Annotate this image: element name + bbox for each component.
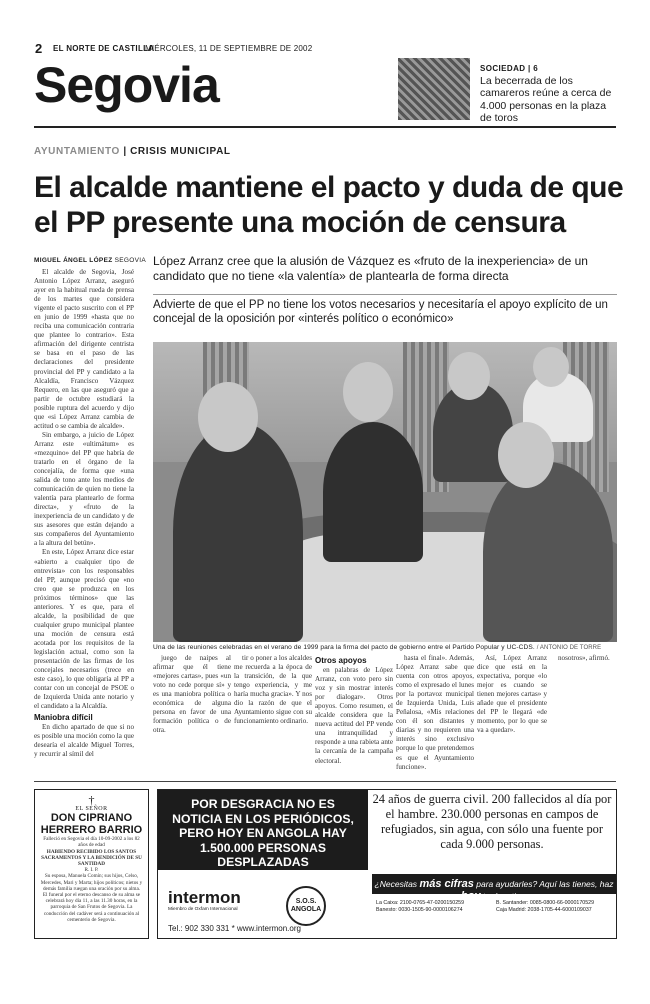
- byline-place: SEGOVIA: [114, 257, 146, 264]
- article-column-7: [550, 654, 618, 774]
- paragraph: hasta el final». Además, López Arranz sabe que cuenta con otros apoyos, como el expresado el lunes por la portavoz municipal de Izquierda Unida, Luis Peñalosa, «Mis relaciones con él son distantes y diarias y no requieren una interés sino exclusivo porque lo que pretendemos es que el Ayuntamiento funcione».: [396, 654, 474, 771]
- byline-author: MIGUEL ÁNGEL LÓPEZ: [34, 257, 113, 264]
- obituary-notice: [34, 789, 149, 939]
- obituary-text: El funeral por el eterno descanso de su alma se celebrará hoy día 11, a las 11.30 horas, en la parroquia de San Frutos de Segovia. La conducción del cadáver será a continuación al cementerio de Segovia.: [42, 892, 141, 923]
- section-title: Segovia: [34, 57, 219, 113]
- paragraph: Así, López Arranz dice que está en la expectativa, porque «lo mejor es cuando se tienen mejores cartas» y añade que el presidente del PP le llegará «de momento, por lo que se va a quedar».: [477, 654, 547, 735]
- kicker-subtopic: | CRISIS MUNICIPAL: [123, 146, 231, 157]
- logo-subtitle: Miembro de Oxfam Internacional: [168, 907, 238, 912]
- obituary-text: R. I. P.: [84, 867, 99, 874]
- paragraph: nosotros», afirmó.: [558, 654, 610, 662]
- ad-headline: POR DESGRACIA NO ES NOTICIA EN LOS PERIÓDICOS, PERO HOY EN ANGOLA HAY 1.500.000 PERSONAS DESPLAZADAS: [158, 790, 368, 870]
- footer-divider: [34, 781, 616, 782]
- article-column-6: [477, 654, 547, 774]
- cross-icon: †: [88, 793, 95, 807]
- sos-angola-badge: S.O.S. ANGOLA: [286, 886, 326, 926]
- article-subhead-secondary: Advierte de que el PP no tiene los votos necesarios y necesitaría el apoyo explícito de un concejal de la oposición por «interés político o económico»: [153, 294, 617, 327]
- banner-text: para ayudarles?: [476, 879, 538, 889]
- bank-account: Banesto: 0030-1505-90-0000106274: [376, 907, 463, 913]
- kicker-topic: AYUNTAMIENTO: [34, 146, 120, 157]
- banner-text: ¿Necesitas: [374, 879, 418, 889]
- article-photo: [153, 342, 617, 642]
- banner-text: Aquí las tienes, haz: [539, 879, 614, 889]
- obituary-text: Su esposa, Manuela Comín; sus hijos, Celso, Mercedes, Mari y Marta; hijos políticos; nietos y demás familia ruegan una oración por su alma.: [40, 873, 143, 892]
- obituary-title: EL SEÑOR: [75, 806, 108, 812]
- article-column-4: [315, 654, 393, 774]
- banner-text: hoy: [461, 890, 481, 902]
- ad-body: 24 años de guerra civil. 200 fallecidos al día por el hambre. 230.000 personas en campos de refugiados, sin agua, con sólo una fuente por cada 9.000 personas.: [372, 792, 612, 851]
- article-subhead: López Arranz cree que la alusión de Vázquez es «fruto de la inexperiencia» de un candidato que no tiene «la valentía» de plantearla de forma directa: [153, 254, 588, 283]
- bank-account: B. Santander: 0085-0800-66-0000170529: [496, 900, 595, 906]
- banner-text: más cifras: [419, 878, 474, 890]
- paragraph: Sin embargo, a juicio de López Arranz este «ultimátum» es «mezquino» del PP que habría de tratarlo en el órgano de la concejalía, de forma que «una salida de tono ante los medios de comunicación de quien no tiene la valentía para plantearlo de forma directa», y «fruto de la inexperiencia de un candidato y de sus asesores que están dejando a sus compañeros del Ayuntamiento a la altura del betún».: [34, 430, 134, 548]
- paragraph: En este, López Arranz dice estar «abierto a cualquier tipo de entrevista» con los responsables del PP, aunque precisó que «no creo que se produzca en los próximos términos» que las anteriores. Y es que, para el alcalde, la posibilidad de que cualquier grupo municipal plantee una moción de censura está acotada por los requisitos de la legislación actual, como son la presentación de las firmas de los concejales necesarios (trece en este caso), lo que obligaría al PP a contar con un concejal de PSOE o de Izquierda Unida ante notario y el candidato a la Alcaldía.: [34, 548, 134, 711]
- banner-text: tu donativo:: [482, 891, 527, 901]
- paragraph: juego de naipes al afirmar que él tiene «mejores cartas», pues «un voto no cede porque sí» y es una maniobra política o económica de alguna persona en favor de una formación política o de otra.: [153, 654, 231, 735]
- photo-caption: [153, 644, 617, 651]
- article-column-5: [396, 654, 474, 774]
- caption-text: Una de las reuniones celebradas en el verano de 1999 para la firma del pacto de gobierno entre el Partido Popular y UC-CDS.: [153, 644, 535, 651]
- header-divider: [34, 126, 616, 128]
- intertitle: Otros apoyos: [315, 656, 367, 665]
- paragraph: El alcalde de Segovia, José Antonio López Arranz, aseguró ayer en la habitual rueda de prensa de los martes que considera vigente el pacto suscrito con el PP en junio de 1999 «hasta que no reciba una comunicación contraria que plantee lo contrario». Esta afirmación del dirigente centrista se basa en el paso de las declaraciones del presidente provincial del PP y candidato a la Alcaldía, Francisco Vázquez Requero, en las que aseguró que a partir de octubre estudiará la posible ruptura del acuerdo y dijo que «si López Arranz cambia de actitud o se cambia de alcalde».: [34, 268, 134, 430]
- paragraph: tir o poner a los alcaldes me recuerda a la época de la transición, de la que tengo experiencia, y me haría mucha gracia». Y nos dio la razón de que el Ayuntamiento sigue con su funcionamiento ordinario.: [234, 654, 312, 726]
- newspaper-name: EL NORTE DE CASTILLA: [53, 44, 155, 53]
- teaser-section: SOCIEDAD | 6: [480, 64, 539, 73]
- bank-account: Caja Madrid: 2038-1705-44-6000109037: [496, 907, 592, 913]
- teaser[interactable]: [480, 64, 620, 125]
- article-kicker: [34, 146, 231, 157]
- photo-credit: / ANTONIO DE TORRE: [536, 645, 602, 651]
- issue-date: MIÉRCOLES, 11 DE SEPTIEMBRE DE 2002: [145, 44, 313, 53]
- bank-accounts: [376, 900, 614, 914]
- page-number: 2: [35, 41, 43, 56]
- article-column-3: [234, 654, 312, 774]
- byline: [34, 257, 146, 264]
- obituary-name: DON CIPRIANO HERRERO BARRIO: [40, 812, 143, 837]
- intertitle: Maniobra difícil: [34, 713, 93, 723]
- bank-account: La Caixa: 2100-0765-47-0200150259: [376, 900, 465, 906]
- obituary-text: HABIENDO RECIBIDO LOS SANTOS SACRAMENTOS Y LA BENDICIÓN DE SU SANTIDAD: [41, 848, 142, 867]
- paragraph: en palabras de López Arranz, con voto pero sin voz y sin mostrar interés por dialogar». Otros apoyos. Como resumen, el alcalde considera que la nueva actitud del PP vende una intranquilidad y responde a una rabieta ante la cercanía de la campaña electoral.: [315, 666, 393, 765]
- teaser-text: La becerrada de los camareros reúne a cerca de 4.000 personas en la plaza de toros: [480, 74, 612, 125]
- intermon-ad[interactable]: [157, 789, 617, 939]
- intermon-logo: intermon: [168, 888, 241, 907]
- ad-banner: [372, 874, 616, 902]
- ad-contact[interactable]: Tel.: 902 330 331 * www.intermon.org: [168, 924, 301, 933]
- article-column-2: [153, 654, 231, 774]
- article-headline: El alcalde mantiene el pacto y duda de que el PP presente una moción de censura: [34, 171, 624, 240]
- teaser-photo: [398, 58, 470, 120]
- page-header-bar: [35, 41, 615, 58]
- article-column-1: [34, 268, 134, 768]
- obituary-text: Falleció en Segovia el día 10-09-2002 a los 82 años de edad: [43, 836, 140, 849]
- paragraph: En dicho apartado de que si no es posible una moción como la que desearía el alcalde Miguel Torres, y recurrir al símil del: [34, 723, 134, 759]
